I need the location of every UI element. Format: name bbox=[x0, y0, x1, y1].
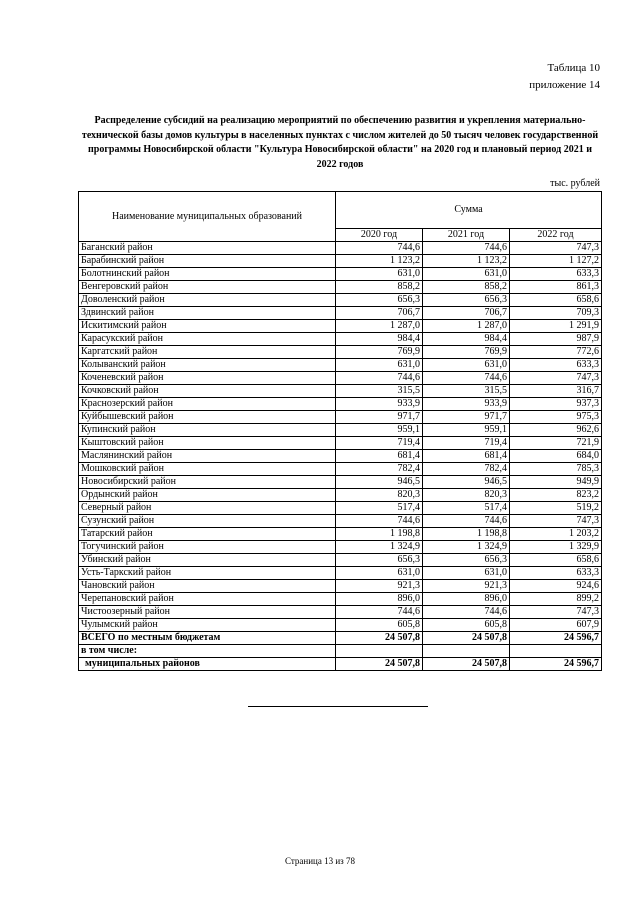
table-row bbox=[79, 346, 602, 359]
value-2020-cell: 744,6 bbox=[336, 606, 423, 619]
value-2022-cell: 785,3 bbox=[510, 463, 602, 476]
value-2022-cell: 658,6 bbox=[510, 294, 602, 307]
value-2020-cell: 959,1 bbox=[336, 424, 423, 437]
table-row bbox=[79, 307, 602, 320]
total-2022: 24 596,7 bbox=[510, 632, 602, 645]
value-2020-cell: 896,0 bbox=[336, 593, 423, 606]
municipality-column-header: Наименование муниципальных образований bbox=[79, 192, 336, 242]
separator-line bbox=[248, 706, 428, 707]
value-2020-cell: 933,9 bbox=[336, 398, 423, 411]
table-row bbox=[79, 528, 602, 541]
value-2022-cell: 684,0 bbox=[510, 450, 602, 463]
table-row bbox=[79, 580, 602, 593]
value-2021-cell: 820,3 bbox=[423, 489, 510, 502]
district-name-cell: Колыванский район bbox=[79, 359, 336, 372]
year-2020-header: 2020 год bbox=[336, 229, 423, 242]
district-name-cell: Новосибирский район bbox=[79, 476, 336, 489]
municipal-2020: 24 507,8 bbox=[336, 658, 423, 671]
table-row bbox=[79, 554, 602, 567]
table-row bbox=[79, 385, 602, 398]
table-row bbox=[79, 398, 602, 411]
value-2022-cell: 747,3 bbox=[510, 372, 602, 385]
value-2020-cell: 656,3 bbox=[336, 294, 423, 307]
value-2020-cell: 744,6 bbox=[336, 515, 423, 528]
value-2020-cell: 681,4 bbox=[336, 450, 423, 463]
value-2020-cell: 1 198,8 bbox=[336, 528, 423, 541]
value-2022-cell: 709,3 bbox=[510, 307, 602, 320]
value-2020-cell: 1 123,2 bbox=[336, 255, 423, 268]
including-label: в том числе: bbox=[79, 645, 336, 658]
district-name-cell: Барабинский район bbox=[79, 255, 336, 268]
district-name-cell: Кыштовский район bbox=[79, 437, 336, 450]
value-2020-cell: 706,7 bbox=[336, 307, 423, 320]
total-2021: 24 507,8 bbox=[423, 632, 510, 645]
value-2021-cell: 681,4 bbox=[423, 450, 510, 463]
district-name-cell: Убинский район bbox=[79, 554, 336, 567]
value-2022-cell: 721,9 bbox=[510, 437, 602, 450]
value-2020-cell: 719,4 bbox=[336, 437, 423, 450]
value-2022-cell: 987,9 bbox=[510, 333, 602, 346]
value-2021-cell: 782,4 bbox=[423, 463, 510, 476]
value-2021-cell: 656,3 bbox=[423, 294, 510, 307]
district-name-cell: Коченевский район bbox=[79, 372, 336, 385]
district-name-cell: Венгеровский район bbox=[79, 281, 336, 294]
value-2021-cell: 1 324,9 bbox=[423, 541, 510, 554]
table-row bbox=[79, 320, 602, 333]
value-2020-cell: 517,4 bbox=[336, 502, 423, 515]
value-2021-cell: 706,7 bbox=[423, 307, 510, 320]
district-name-cell: Краснозерский район bbox=[79, 398, 336, 411]
value-2021-cell: 605,8 bbox=[423, 619, 510, 632]
value-2020-cell: 820,3 bbox=[336, 489, 423, 502]
value-2021-cell: 984,4 bbox=[423, 333, 510, 346]
district-name-cell: Карасукский район bbox=[79, 333, 336, 346]
district-name-cell: Болотнинский район bbox=[79, 268, 336, 281]
value-2021-cell: 1 287,0 bbox=[423, 320, 510, 333]
value-2022-cell: 747,3 bbox=[510, 515, 602, 528]
district-name-cell: Чистоозерный район bbox=[79, 606, 336, 619]
value-2020-cell: 858,2 bbox=[336, 281, 423, 294]
district-name-cell: Кочковский район bbox=[79, 385, 336, 398]
district-name-cell: Усть-Таркский район bbox=[79, 567, 336, 580]
value-2022-cell: 823,2 bbox=[510, 489, 602, 502]
value-2022-cell: 316,7 bbox=[510, 385, 602, 398]
district-name-cell: Ордынский район bbox=[79, 489, 336, 502]
table-body bbox=[79, 242, 602, 632]
year-2022-header: 2022 год bbox=[510, 229, 602, 242]
value-2021-cell: 744,6 bbox=[423, 372, 510, 385]
value-2021-cell: 1 198,8 bbox=[423, 528, 510, 541]
value-2020-cell: 315,5 bbox=[336, 385, 423, 398]
table-row bbox=[79, 593, 602, 606]
value-2021-cell: 631,0 bbox=[423, 567, 510, 580]
value-2020-cell: 1 287,0 bbox=[336, 320, 423, 333]
table-row bbox=[79, 489, 602, 502]
year-2021-header: 2021 год bbox=[423, 229, 510, 242]
value-2022-cell: 1 329,9 bbox=[510, 541, 602, 554]
value-2021-cell: 631,0 bbox=[423, 268, 510, 281]
total-label: ВСЕГО по местным бюджетам bbox=[79, 632, 336, 645]
value-2021-cell: 858,2 bbox=[423, 281, 510, 294]
value-2022-cell: 633,3 bbox=[510, 359, 602, 372]
table-row bbox=[79, 333, 602, 346]
table-row bbox=[79, 463, 602, 476]
document-title: Распределение субсидий на реализацию мероприятий по обеспечению развития и укрепления материально-технической базы домов культуры в населенных пунктах с числом жителей до 50 тысяч человек государственной программы Новосибирской области "Культура Новосибирской области" на 2020 год и плановый период 2021 и 2022 годов bbox=[81, 115, 599, 170]
value-2021-cell: 631,0 bbox=[423, 359, 510, 372]
subsidies-table bbox=[78, 191, 602, 671]
district-name-cell: Татарский район bbox=[79, 528, 336, 541]
district-name-cell: Тогучинский район bbox=[79, 541, 336, 554]
value-2022-cell: 633,3 bbox=[510, 268, 602, 281]
value-2020-cell: 656,3 bbox=[336, 554, 423, 567]
value-2022-cell: 949,9 bbox=[510, 476, 602, 489]
table-row bbox=[79, 476, 602, 489]
value-2021-cell: 315,5 bbox=[423, 385, 510, 398]
value-2021-cell: 744,6 bbox=[423, 242, 510, 255]
value-2021-cell: 744,6 bbox=[423, 515, 510, 528]
table-row bbox=[79, 619, 602, 632]
value-2021-cell: 933,9 bbox=[423, 398, 510, 411]
value-2020-cell: 769,9 bbox=[336, 346, 423, 359]
value-2021-cell: 769,9 bbox=[423, 346, 510, 359]
value-2020-cell: 984,4 bbox=[336, 333, 423, 346]
district-name-cell: Северный район bbox=[79, 502, 336, 515]
appendix-label: приложение 14 bbox=[529, 79, 600, 91]
district-name-cell: Черепановский район bbox=[79, 593, 336, 606]
total-row bbox=[79, 632, 602, 645]
district-name-cell: Сузунский район bbox=[79, 515, 336, 528]
district-name-cell: Доволенский район bbox=[79, 294, 336, 307]
page-footer: Страница 13 из 78 bbox=[285, 856, 355, 866]
table-row bbox=[79, 372, 602, 385]
municipal-2022: 24 596,7 bbox=[510, 658, 602, 671]
value-2022-cell: 861,3 bbox=[510, 281, 602, 294]
value-2022-cell: 658,6 bbox=[510, 554, 602, 567]
table-row bbox=[79, 359, 602, 372]
municipal-districts-row bbox=[79, 658, 602, 671]
table-row bbox=[79, 411, 602, 424]
value-2020-cell: 631,0 bbox=[336, 359, 423, 372]
value-2022-cell: 975,3 bbox=[510, 411, 602, 424]
value-2021-cell: 896,0 bbox=[423, 593, 510, 606]
value-2020-cell: 946,5 bbox=[336, 476, 423, 489]
table-row bbox=[79, 242, 602, 255]
value-2020-cell: 1 324,9 bbox=[336, 541, 423, 554]
table-number: Таблица 10 bbox=[547, 62, 600, 74]
table-row bbox=[79, 502, 602, 515]
including-row bbox=[79, 645, 602, 658]
value-2020-cell: 782,4 bbox=[336, 463, 423, 476]
district-name-cell: Куйбышевский район bbox=[79, 411, 336, 424]
district-name-cell: Каргатский район bbox=[79, 346, 336, 359]
value-2021-cell: 719,4 bbox=[423, 437, 510, 450]
table-row bbox=[79, 281, 602, 294]
table-row bbox=[79, 515, 602, 528]
district-name-cell: Искитимский район bbox=[79, 320, 336, 333]
district-name-cell: Купинский район bbox=[79, 424, 336, 437]
value-2021-cell: 1 123,2 bbox=[423, 255, 510, 268]
table-row bbox=[79, 437, 602, 450]
value-2022-cell: 924,6 bbox=[510, 580, 602, 593]
value-2022-cell: 962,6 bbox=[510, 424, 602, 437]
table-row bbox=[79, 606, 602, 619]
district-name-cell: Чановский район bbox=[79, 580, 336, 593]
value-2020-cell: 921,3 bbox=[336, 580, 423, 593]
value-2021-cell: 744,6 bbox=[423, 606, 510, 619]
district-name-cell: Маслянинский район bbox=[79, 450, 336, 463]
value-2020-cell: 971,7 bbox=[336, 411, 423, 424]
value-2022-cell: 607,9 bbox=[510, 619, 602, 632]
value-2022-cell: 1 127,2 bbox=[510, 255, 602, 268]
municipal-2021: 24 507,8 bbox=[423, 658, 510, 671]
value-2020-cell: 631,0 bbox=[336, 567, 423, 580]
table-row bbox=[79, 424, 602, 437]
value-2022-cell: 633,3 bbox=[510, 567, 602, 580]
table-row bbox=[79, 567, 602, 580]
district-name-cell: Баганский район bbox=[79, 242, 336, 255]
municipal-districts-label: муниципальных районов bbox=[79, 658, 336, 671]
value-2022-cell: 747,3 bbox=[510, 242, 602, 255]
district-name-cell: Мошковский район bbox=[79, 463, 336, 476]
value-2022-cell: 937,3 bbox=[510, 398, 602, 411]
value-2022-cell: 772,6 bbox=[510, 346, 602, 359]
value-2021-cell: 971,7 bbox=[423, 411, 510, 424]
value-2022-cell: 899,2 bbox=[510, 593, 602, 606]
district-name-cell: Здвинский район bbox=[79, 307, 336, 320]
value-2022-cell: 1 291,9 bbox=[510, 320, 602, 333]
value-2021-cell: 656,3 bbox=[423, 554, 510, 567]
value-2020-cell: 744,6 bbox=[336, 372, 423, 385]
table-row bbox=[79, 268, 602, 281]
value-2020-cell: 631,0 bbox=[336, 268, 423, 281]
value-2020-cell: 605,8 bbox=[336, 619, 423, 632]
value-2021-cell: 959,1 bbox=[423, 424, 510, 437]
table-row bbox=[79, 450, 602, 463]
value-2022-cell: 519,2 bbox=[510, 502, 602, 515]
value-2020-cell: 744,6 bbox=[336, 242, 423, 255]
value-2021-cell: 517,4 bbox=[423, 502, 510, 515]
value-2021-cell: 921,3 bbox=[423, 580, 510, 593]
table-row bbox=[79, 255, 602, 268]
total-2020: 24 507,8 bbox=[336, 632, 423, 645]
value-2022-cell: 1 203,2 bbox=[510, 528, 602, 541]
table-row bbox=[79, 294, 602, 307]
table-row bbox=[79, 541, 602, 554]
district-name-cell: Чулымский район bbox=[79, 619, 336, 632]
value-2022-cell: 747,3 bbox=[510, 606, 602, 619]
sum-column-header: Сумма bbox=[336, 192, 602, 229]
units-label: тыс. рублей bbox=[550, 178, 600, 189]
value-2021-cell: 946,5 bbox=[423, 476, 510, 489]
